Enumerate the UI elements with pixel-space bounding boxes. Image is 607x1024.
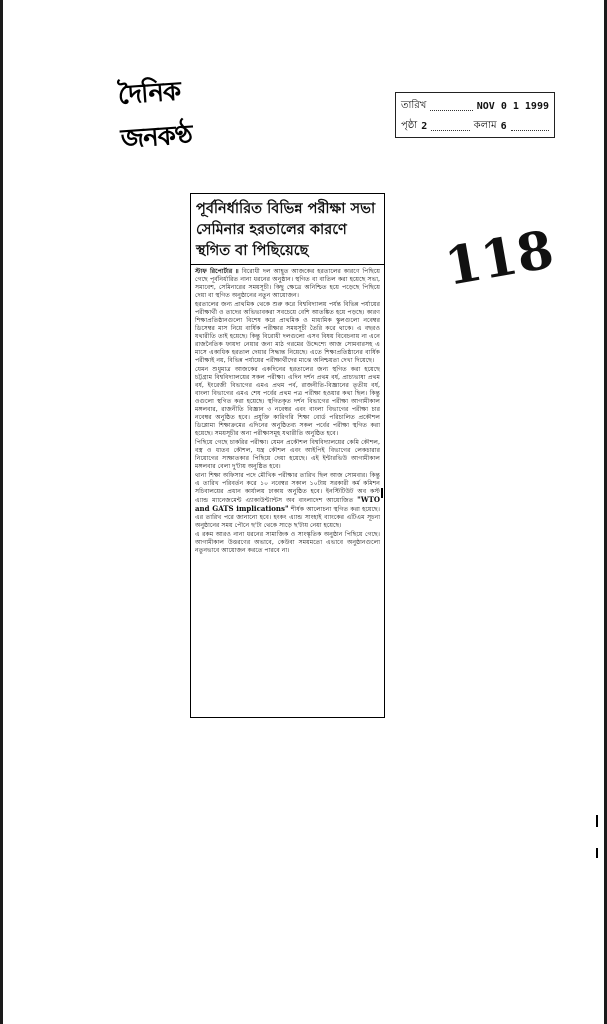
article-paragraph: এ রকম আরও নানা ধরনের সামাজিক ও সাংস্কৃতিক অনুষ্ঠান পিছিয়ে গেছে। আগামীকাল উত্তরণের অভাবে, কেউবা সময়মতো এভাবে অনুষ্ঠানগুলো নতুনভাবে আয়োজন করতে পারবে না।: [195, 531, 380, 554]
article-headline: পূর্বনির্ধারিত বিভিন্ন পরীক্ষা সভা সেমিনার হরতালের কারণে স্থগিত বা পিছিয়েছে: [191, 194, 384, 265]
article-paragraph: যেমন শুধুমাত্র আজকের একদিনের হরতালের জন্য স্থগিত করা হয়েছে চট্টগ্রাম বিশ্ববিদ্যালয়ের সকল পরীক্ষা। এদিন দর্শন প্রথম বর্ষ, প্রাচ্যভাষা প্রথম বর্ষ, ইংরেজী বিভাগের এমএ প্রথম পর্ব, রাজনীতি-বিজ্ঞানের তৃতীয় বর্ষ, বাংলা বিভাগের এমএ শেষ পর্বের প্রথম পত্র পরীক্ষা হওয়ার কথা ছিল। কিন্তু ওগুলো স্থগিত করা হয়েছে। স্থগিতকৃত দর্শন বিভাগের পরীক্ষা আগামীকাল মঙ্গলবার, রাজনীতি বিজ্ঞান ৩ নবেম্বর এবং বাংলা বিভাগের পরীক্ষা চার নবেম্বর অনুষ্ঠিত হবে। প্রযুক্তি কারিগরি শিক্ষা বোর্ড পরিচালিত প্রকৌশল ডিপ্লোমা শিক্ষাক্রমের এদিনের অনুষ্ঠিতব্য সকল পর্বের পরীক্ষা স্থগিত করা হয়েছে। সময়সূচীর অন্য পরীক্ষাসমূহ যথারীতি অনুষ্ঠিত হবে।: [195, 366, 380, 437]
article-paragraph: পিছিয়ে গেছে চাকরির পরীক্ষা। যেমন প্রকৌশল বিশ্ববিদ্যালয়ের কেমি কৌশল, বস্ত্র ও ধাতব কৌশল, যন্ত্র কৌশল এবং আইপিই বিভাগের লেকচারার নিয়োগের সাক্ষাতকার পিছিয়ে দেয়া হয়েছে। এই ইন্টারভিউ আগামীকাল মঙ্গলবার বেলা দু'টায় অনুষ্ঠিত হবে।: [195, 439, 380, 470]
article-byline: স্টাফ রিপোর্টার ॥: [195, 268, 239, 275]
stamp-column-value: 6: [500, 120, 507, 132]
stamp-page-value: 2: [421, 120, 428, 132]
handwritten-page-number: 118: [440, 219, 559, 298]
news-clipping: [190, 193, 385, 718]
scan-left-edge: [0, 0, 3, 1024]
scan-mark: [596, 848, 598, 858]
stamp-column-label: কলাম: [473, 119, 497, 131]
article-paragraph: স্টাফ রিপোর্টার ॥ বিরোধী দল আহূত আজকের হরতালের কারণে পিছিয়ে গেছে পূর্বনির্ধারিত নানা ধরনের অনুষ্ঠান। স্থগিত বা বাতিল করা হয়েছে সভা, সমাবেশ, সেমিনারের সময়সূচী। কিছু ক্ষেত্রে অনিশ্চিত হয়ে পড়েছে পিছিয়ে দেয়া বা স্থগিত অনুষ্ঠানের নতুন আয়োজন।: [195, 268, 381, 299]
stamp-date-label: তারিখ: [401, 99, 427, 111]
stamp-date-row: [401, 96, 549, 116]
newspaper-masthead: দৈনিক জনকণ্ঠ: [116, 76, 193, 155]
stamp-date-value: NOV 0 1 1999: [476, 100, 549, 112]
scan-mark: [596, 815, 598, 827]
article-body: [191, 265, 384, 559]
stamp-page-row: [401, 116, 549, 136]
article-paragraph: হরতালের জন্য প্রাথমিক থেকে শুরু করে বিশ্ববিদ্যালয় পর্যন্ত বিভিন্ন পর্যায়ের পরীক্ষার্থী ও তাদের অভিভাবকরা সবচেয়ে বেশি আতঙ্কিত হয়ে পড়ছে। কারণ শিক্ষাপ্রতিষ্ঠানগুলো বিশেষ করে প্রাথমিক ও মাধ্যমিক স্কুলগুলো নবেম্বর ডিসেম্বর মাস নিয়ে বার্ষিক পরীক্ষার সময়সূচী তৈরি করে থাকে। এ বছরও যথারীতি তাই হয়েছে। কিন্তু বিরোধী দলগুলো এসব বিষয় বিবেচনায় না এনে রাজনৈতিক ফায়দা নেয়ার জন্য মাঠ গরমের উদ্দেশ্যে আজ সোমবারসহ এ মাসে একাধিক হরতাল দেয়ার সিদ্ধান্ত নিয়েছে। এতে শিক্ষাপ্রতিষ্ঠানের বার্ষিক পরীক্ষাই নয়, বিভিন্ন পর্যায়ের পরীক্ষার্থীদের মাঝে অনিশ্চয়তা দেখা দিয়েছে।: [195, 301, 380, 364]
scan-mark: [381, 488, 383, 498]
english-phrase: "WTO and GATS implications": [195, 495, 380, 513]
archive-stamp: [395, 92, 555, 138]
article-paragraph: থানা শিক্ষা অফিসার পদে মৌখিক পরীক্ষার তারিখ ছিল আজ সোমবার। কিন্তু এ তারিখ পরিবর্তন করে ১০ নবেম্বর সকাল ১০টায় সরকারী কর্ম কমিশন সচিবালয়ের প্রধান কার্যালয় ঢাকায় অনুষ্ঠিত হবে। ইনস্টিটিউট অব কস্ট এ্যান্ড ম্যানেজমেন্ট এ্যাকাউন্ট্যান্টস অব বাংলাদেশ আয়োজিত "WTO and GATS implications" শীর্ষক আলোচনা স্থগিত করা হয়েছে। এর তারিখ পরে জানানো হবে। হংকং এ্যান্ড সাংহাই ব্যাংকের এটিএম সূচনা অনুষ্ঠানের সময় পৌনে ছ'টা থেকে সাড়ে ছ'টায় নেয়া হয়েছে।: [195, 472, 380, 529]
stamp-page-label: পৃষ্ঠা: [401, 119, 418, 131]
